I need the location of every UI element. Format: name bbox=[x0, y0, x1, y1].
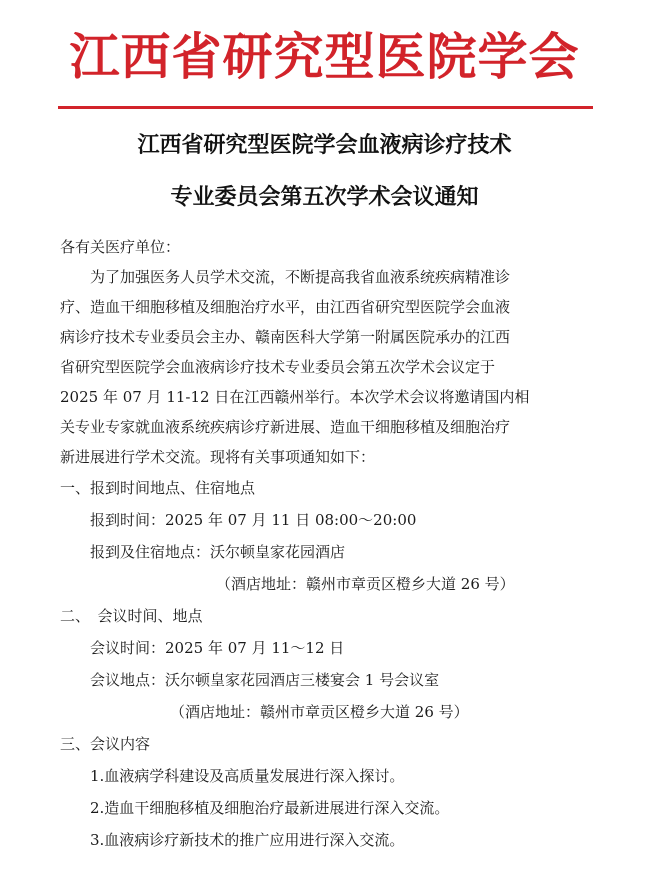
section-3-heading: 三、会议内容 bbox=[60, 735, 151, 753]
section-3-item: 3.血液病诊疗新技术的推广应用进行深入交流。 bbox=[90, 831, 405, 849]
section-1-place: 报到及住宿地点：沃尔顿皇家花园酒店 bbox=[90, 543, 346, 561]
section-1-heading: 一、报到时间地点、住宿地点 bbox=[60, 479, 256, 497]
section-1-address: （酒店地址：赣州市章贡区橙乡大道 26 号） bbox=[216, 575, 515, 593]
section-2-place: 会议地点：沃尔顿皇家花园酒店三楼宴会 1 号会议室 bbox=[90, 671, 440, 689]
section-2-address: （酒店地址：赣州市章贡区橙乡大道 26 号） bbox=[170, 703, 469, 721]
section-3-item: 1.血液病学科建设及高质量发展进行深入探讨。 bbox=[90, 767, 405, 785]
intro-line: 病诊疗技术专业委员会主办、赣南医科大学第一附属医院承办的江西 bbox=[60, 328, 511, 346]
intro-line: 疗、造血干细胞移植及细胞治疗水平，由江西省研究型医院学会血液 bbox=[60, 298, 511, 316]
section-1-time: 报到时间：2025 年 07 月 11 日 08:00～20:00 bbox=[90, 511, 417, 529]
intro-line: 省研究型医院学会血液病诊疗技术专业委员会第五次学术会议定于 bbox=[60, 358, 496, 376]
intro-line: 新进展进行学术交流。现将有关事项通知如下： bbox=[60, 448, 376, 466]
intro-line: 为了加强医务人员学术交流，不断提高我省血液系统疾病精准诊 bbox=[90, 268, 511, 286]
intro-line: 关专业专家就血液系统疾病诊疗新进展、造血干细胞移植及细胞治疗 bbox=[60, 418, 511, 436]
section-2-heading: 二、 会议时间、地点 bbox=[60, 607, 203, 625]
notice-title-line-2: 专业委员会第五次学术会议通知 bbox=[170, 185, 479, 210]
letterhead-rule bbox=[58, 106, 593, 109]
notice-title-line-1: 江西省研究型医院学会血液病诊疗技术 bbox=[137, 133, 512, 158]
section-3-item: 2.造血干细胞移植及细胞治疗最新进展进行深入交流。 bbox=[90, 799, 450, 817]
intro-line: 2025 年 07 月 11-12 日在江西赣州举行。本次学术会议将邀请国内相 bbox=[60, 388, 530, 406]
letterhead-org-name: 江西省研究型医院学会 bbox=[69, 27, 580, 86]
salutation: 各有关医疗单位： bbox=[60, 238, 181, 256]
section-2-time: 会议时间：2025 年 07 月 11～12 日 bbox=[90, 639, 345, 657]
